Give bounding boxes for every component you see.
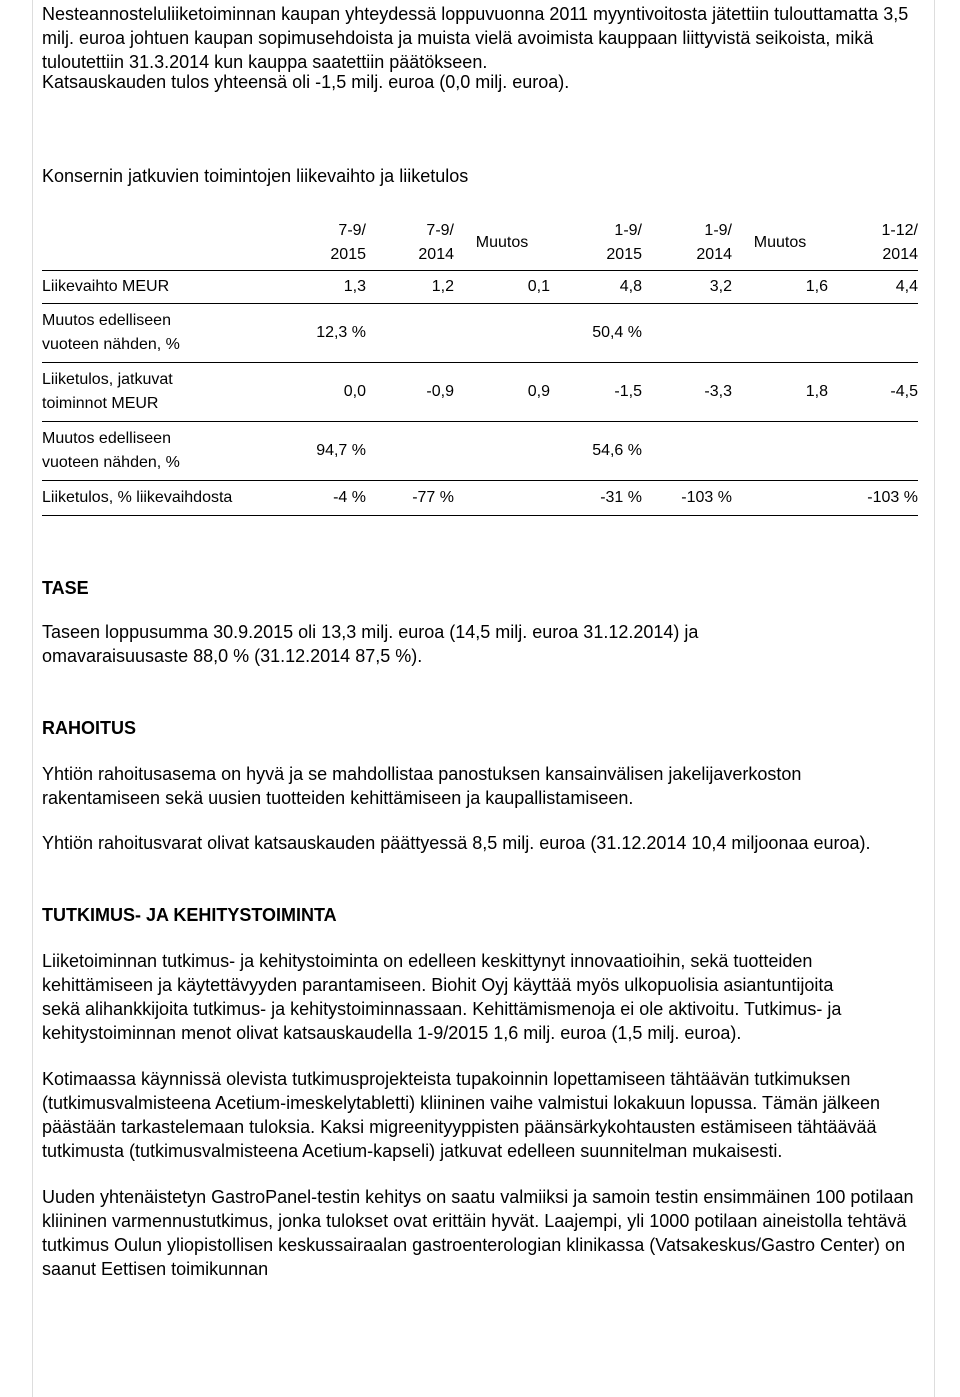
page-frame-right <box>934 0 935 1397</box>
table-row <box>42 481 918 516</box>
rahoitus-paragraph-1: Yhtiön rahoitusasema on hyvä ja se mahdollistaa panostuksen kansainvälisen jakelijaverkoston rakentamiseen sekä uusien tuotteiden kehittämiseen ja kaupallistamiseen. <box>42 764 802 808</box>
header-cell: 1-9/ 2014 <box>696 222 732 263</box>
table-header-row <box>42 216 918 271</box>
table-cell: 0,1 <box>454 271 550 304</box>
table-cell <box>828 422 918 481</box>
table-cell: -31 % <box>550 481 642 516</box>
tutkimus-paragraph-1: Liiketoiminnan tutkimus- ja kehitystoiminta on edelleen keskittynyt innovaatioihin, sekä tuotteiden kehittämiseen ja käytettävyyden parantamiseen. Biohit Oyj käyttää myös ulkopuolisia asiantuntijoita sekä alihankkijoita tutkimus- ja kehitystoiminnassaan. Kehittämismenoja ei ole aktivoitu. Tutkimus- ja kehitystoiminnan menot olivat katsauskaudella 1-9/2015 1,6 milj. euroa (1,5 milj. euroa). <box>42 951 842 1043</box>
table-cell <box>642 422 732 481</box>
financial-table <box>42 216 918 516</box>
table-cell <box>732 304 828 363</box>
header-cell: Muutos <box>753 234 807 251</box>
table-cell <box>732 422 828 481</box>
tase-heading: TASE <box>42 578 89 598</box>
table-cell: -103 % <box>642 481 732 516</box>
page-frame-left <box>32 0 33 1397</box>
table-cell: 1,3 <box>270 271 366 304</box>
table-row <box>42 304 918 363</box>
table-title: Konsernin jatkuvien toimintojen liikevaihto ja liiketulos <box>42 166 469 186</box>
table-cell: -0,9 <box>366 363 454 422</box>
table-cell: -103 % <box>828 481 918 516</box>
header-empty <box>42 216 270 271</box>
table-cell: -3,3 <box>642 363 732 422</box>
tutkimus-heading: TUTKIMUS- JA KEHITYSTOIMINTA <box>42 905 337 925</box>
table-cell: 0,9 <box>454 363 550 422</box>
table-cell <box>828 304 918 363</box>
header-cell: 1-9/ 2015 <box>606 222 642 263</box>
table-cell <box>366 304 454 363</box>
table-cell: -77 % <box>366 481 454 516</box>
table-cell: 1,6 <box>732 271 828 304</box>
header-cell: 7-9/ 2014 <box>418 222 454 263</box>
table-cell: -1,5 <box>550 363 642 422</box>
row-label: Muutos edelliseen vuoteen nähden, % <box>42 304 270 363</box>
tutkimus-paragraph-3: Uuden yhtenäistetyn GastroPanel-testin kehitys on saatu valmiiksi ja samoin testin ensimmäinen 100 potilaan kliininen varmennustutkimus, jonka tulokset ovat erittäin hyvät. Laajempi, yli 1000 potilaan aineistolla tehtävä tutkimus Oulun yliopistollisen keskussairaalan gastroenterologian klinikassa (Vatsakeskus/Gastro Center) on saanut Eettisen toimikunnan <box>42 1187 914 1279</box>
table-cell: 4,8 <box>550 271 642 304</box>
table-row <box>42 422 918 481</box>
header-cell: 7-9/ 2015 <box>330 222 366 263</box>
table-cell: 0,0 <box>270 363 366 422</box>
intro-paragraph: Nesteannosteluliiketoiminnan kaupan yhteydessä loppuvuonna 2011 myyntivoitosta jätettiin tulouttamatta 3,5 milj. euroa johtuen kaupan sopimusehdoista ja muista vielä avoimista kauppaan liittyvistä seikoista, mikä tuloutettiin 31.3.2014 kun kauppa saatettiin päätökseen. <box>42 4 909 72</box>
table-cell <box>732 481 828 516</box>
table-cell: 4,4 <box>828 271 918 304</box>
table-cell <box>454 422 550 481</box>
table-cell <box>454 481 550 516</box>
result-paragraph: Katsauskauden tulos yhteensä oli -1,5 milj. euroa (0,0 milj. euroa). <box>42 72 570 92</box>
table-cell: 50,4 % <box>550 304 642 363</box>
table-cell: 1,2 <box>366 271 454 304</box>
tutkimus-paragraph-2: Kotimaassa käynnissä olevista tutkimusprojekteista tupakoinnin lopettamiseen tähtäävän tutkimuksen (tutkimusvalmisteena Acetium-imeskelytabletti) kliininen vaihe valmistui lokakuun lopussa. Tämän jälkeen päästään tarkastelemaan tuloksia. Kaksi migreenityyppisten päänsärkykohtausten estämiseen tähtäävää tutkimusta (tutkimusvalmisteena Acetium-kapseli) jatkuvat edelleen suunnitelman mukaisesti. <box>42 1069 881 1161</box>
table-row <box>42 363 918 422</box>
rahoitus-heading: RAHOITUS <box>42 718 136 738</box>
table-row <box>42 271 918 304</box>
table-cell <box>454 304 550 363</box>
table-cell <box>642 304 732 363</box>
rahoitus-paragraph-2: Yhtiön rahoitusvarat olivat katsauskauden päättyessä 8,5 milj. euroa (31.12.2014 10,4 miljoonaa euroa). <box>42 833 871 853</box>
table-cell: 3,2 <box>642 271 732 304</box>
row-label: Liiketulos, % liikevaihdosta <box>42 481 270 516</box>
table-cell: 1,8 <box>732 363 828 422</box>
table-cell: 54,6 % <box>550 422 642 481</box>
table-cell <box>366 422 454 481</box>
header-cell: 1-12/ 2014 <box>881 222 918 263</box>
table-cell: -4,5 <box>828 363 918 422</box>
document-body <box>42 0 922 1281</box>
row-label: Liikevaihto MEUR <box>42 271 270 304</box>
tase-paragraph: Taseen loppusumma 30.9.2015 oli 13,3 milj. euroa (14,5 milj. euroa 31.12.2014) ja omavaraisuusaste 88,0 % (31.12.2014 87,5 %). <box>42 622 699 666</box>
row-label: Liiketulos, jatkuvat toiminnot MEUR <box>42 363 270 422</box>
table-cell: -4 % <box>270 481 366 516</box>
table-cell: 94,7 % <box>270 422 366 481</box>
header-cell: Muutos <box>475 234 529 251</box>
table-cell: 12,3 % <box>270 304 366 363</box>
row-label: Muutos edelliseen vuoteen nähden, % <box>42 422 270 481</box>
